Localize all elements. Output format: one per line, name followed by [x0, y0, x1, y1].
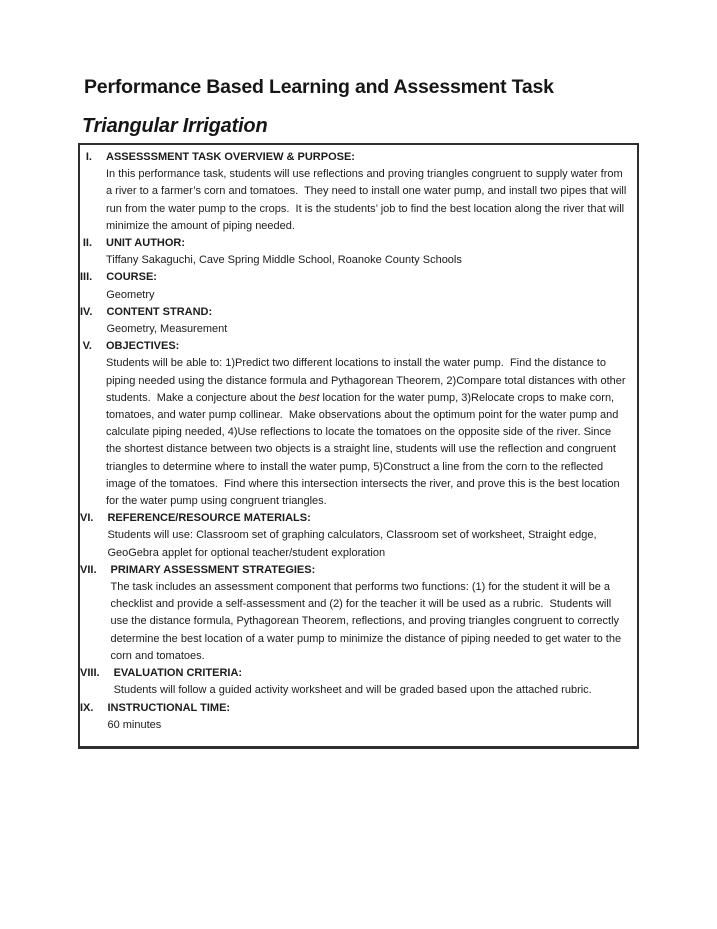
section-content [106, 338, 637, 510]
section-numeral: VI. [80, 512, 94, 525]
section-content [106, 304, 637, 338]
outline-section [80, 562, 637, 665]
outline-section [80, 149, 637, 235]
section-content [106, 149, 637, 235]
section-body [107, 717, 627, 734]
section-content [111, 562, 637, 665]
section-heading: PRIMARY ASSESSMENT STRATEGIES: [110, 563, 316, 576]
section-numeral: II. [82, 237, 92, 250]
body-text: Students will follow a guided activity worksheet and will be graded based upon the attached rubric. [113, 684, 592, 697]
section-heading: INSTRUCTIONAL TIME: [107, 701, 231, 714]
section-body [106, 166, 630, 235]
body-text: 60 minutes [107, 718, 162, 731]
section-heading: ASSESSSMENT TASK OVERVIEW & PURPOSE: [106, 151, 355, 163]
outline-section [80, 665, 637, 699]
body-text: Geometry, Measurement [106, 323, 228, 336]
section-heading: OBJECTIVES: [106, 340, 180, 353]
section-body [114, 682, 627, 699]
outline-section [80, 510, 637, 562]
outline-section [80, 700, 637, 734]
section-numeral: VII. [80, 563, 97, 576]
outline-section [80, 304, 637, 338]
section-body [106, 355, 627, 510]
section-content [106, 269, 637, 303]
section-content [106, 235, 637, 269]
task-outline-box [78, 143, 639, 749]
section-heading: COURSE: [106, 271, 157, 284]
outline-section [80, 269, 637, 303]
body-text: The task includes an assessment component that performs two functions: (1) for the student it will be a checklist and provide a self-assessment and (2) for the teacher it will be used as a rubric. Students will use the distance formula, Pythagorean Theorem, reflections, and proving triangles congruent to correctly determine the best location of a water pump to minimize the distance of piping needed to get water to the corn and tomatoes. [110, 581, 625, 662]
section-body [107, 527, 627, 561]
body-text: Geometry [106, 288, 155, 301]
section-heading: EVALUATION CRITERIA: [113, 667, 243, 680]
section-numeral: V. [82, 340, 92, 353]
body-text: Students will use: Classroom set of graphing calculators, Classroom set of worksheet, Straight edge, GeoGebra applet for optional teacher/student exploration [107, 529, 600, 559]
section-body [111, 579, 627, 665]
section-body [106, 321, 627, 338]
page-title: Performance Based Learning and Assessment Task [84, 76, 554, 98]
section-content [107, 700, 637, 734]
outline-section [80, 235, 637, 269]
section-numeral: IV. [80, 305, 93, 318]
outline-section [80, 338, 637, 510]
body-text: Tiffany Sakaguchi, Cave Spring Middle School, Roanoke County Schools [106, 254, 462, 267]
section-heading: CONTENT STRAND: [106, 305, 213, 318]
section-content [107, 510, 637, 562]
body-text: In this performance task, students will use reflections and proving triangles congruent to supply water from a river to a farmer’s corn and tomatoes. They need to install one water pump, and install two pipes that will run from the water pump to the crops. It is the students’ job to find the best location along the river that will minimize the amount of piping needed. [106, 168, 630, 232]
section-heading: REFERENCE/RESOURCE MATERIALS: [107, 512, 311, 525]
section-body [106, 287, 627, 304]
italic-text: best [298, 391, 320, 404]
section-numeral: IX. [80, 701, 94, 714]
section-content [114, 665, 637, 699]
body-text: location for the water pump, 3)Relocate crops to make corn, tomatoes, and water pump collinear. Make observations about the optimum point for the water pump and calculate piping needed, 4)Use reflections to locate the tomatoes on the opposite side of the river. Since the shortest distance between two objects is a straight line, students will use the reflection and congruent triangles to determine where to install the water pump, 5)Construct a line from the corn to the reflected image of the tomatoes. Find where this intersection intersects the river, and prove this is the best location for the water pump using congruent triangles. [106, 391, 623, 508]
section-body [106, 252, 627, 269]
section-heading: UNIT AUTHOR: [106, 237, 186, 250]
section-numeral: III. [80, 271, 93, 284]
section-numeral: VIII. [80, 667, 100, 680]
page-subtitle: Triangular Irrigation [82, 115, 268, 137]
section-numeral: I. [85, 151, 92, 163]
body-text: Students will be able to: 1)Predict two different locations to install the water pump. Find the distance to piping needed using the distance formula and Pythagorean Theorem, 2)Compare total distances with other students. Make a conjecture about the [106, 357, 629, 404]
